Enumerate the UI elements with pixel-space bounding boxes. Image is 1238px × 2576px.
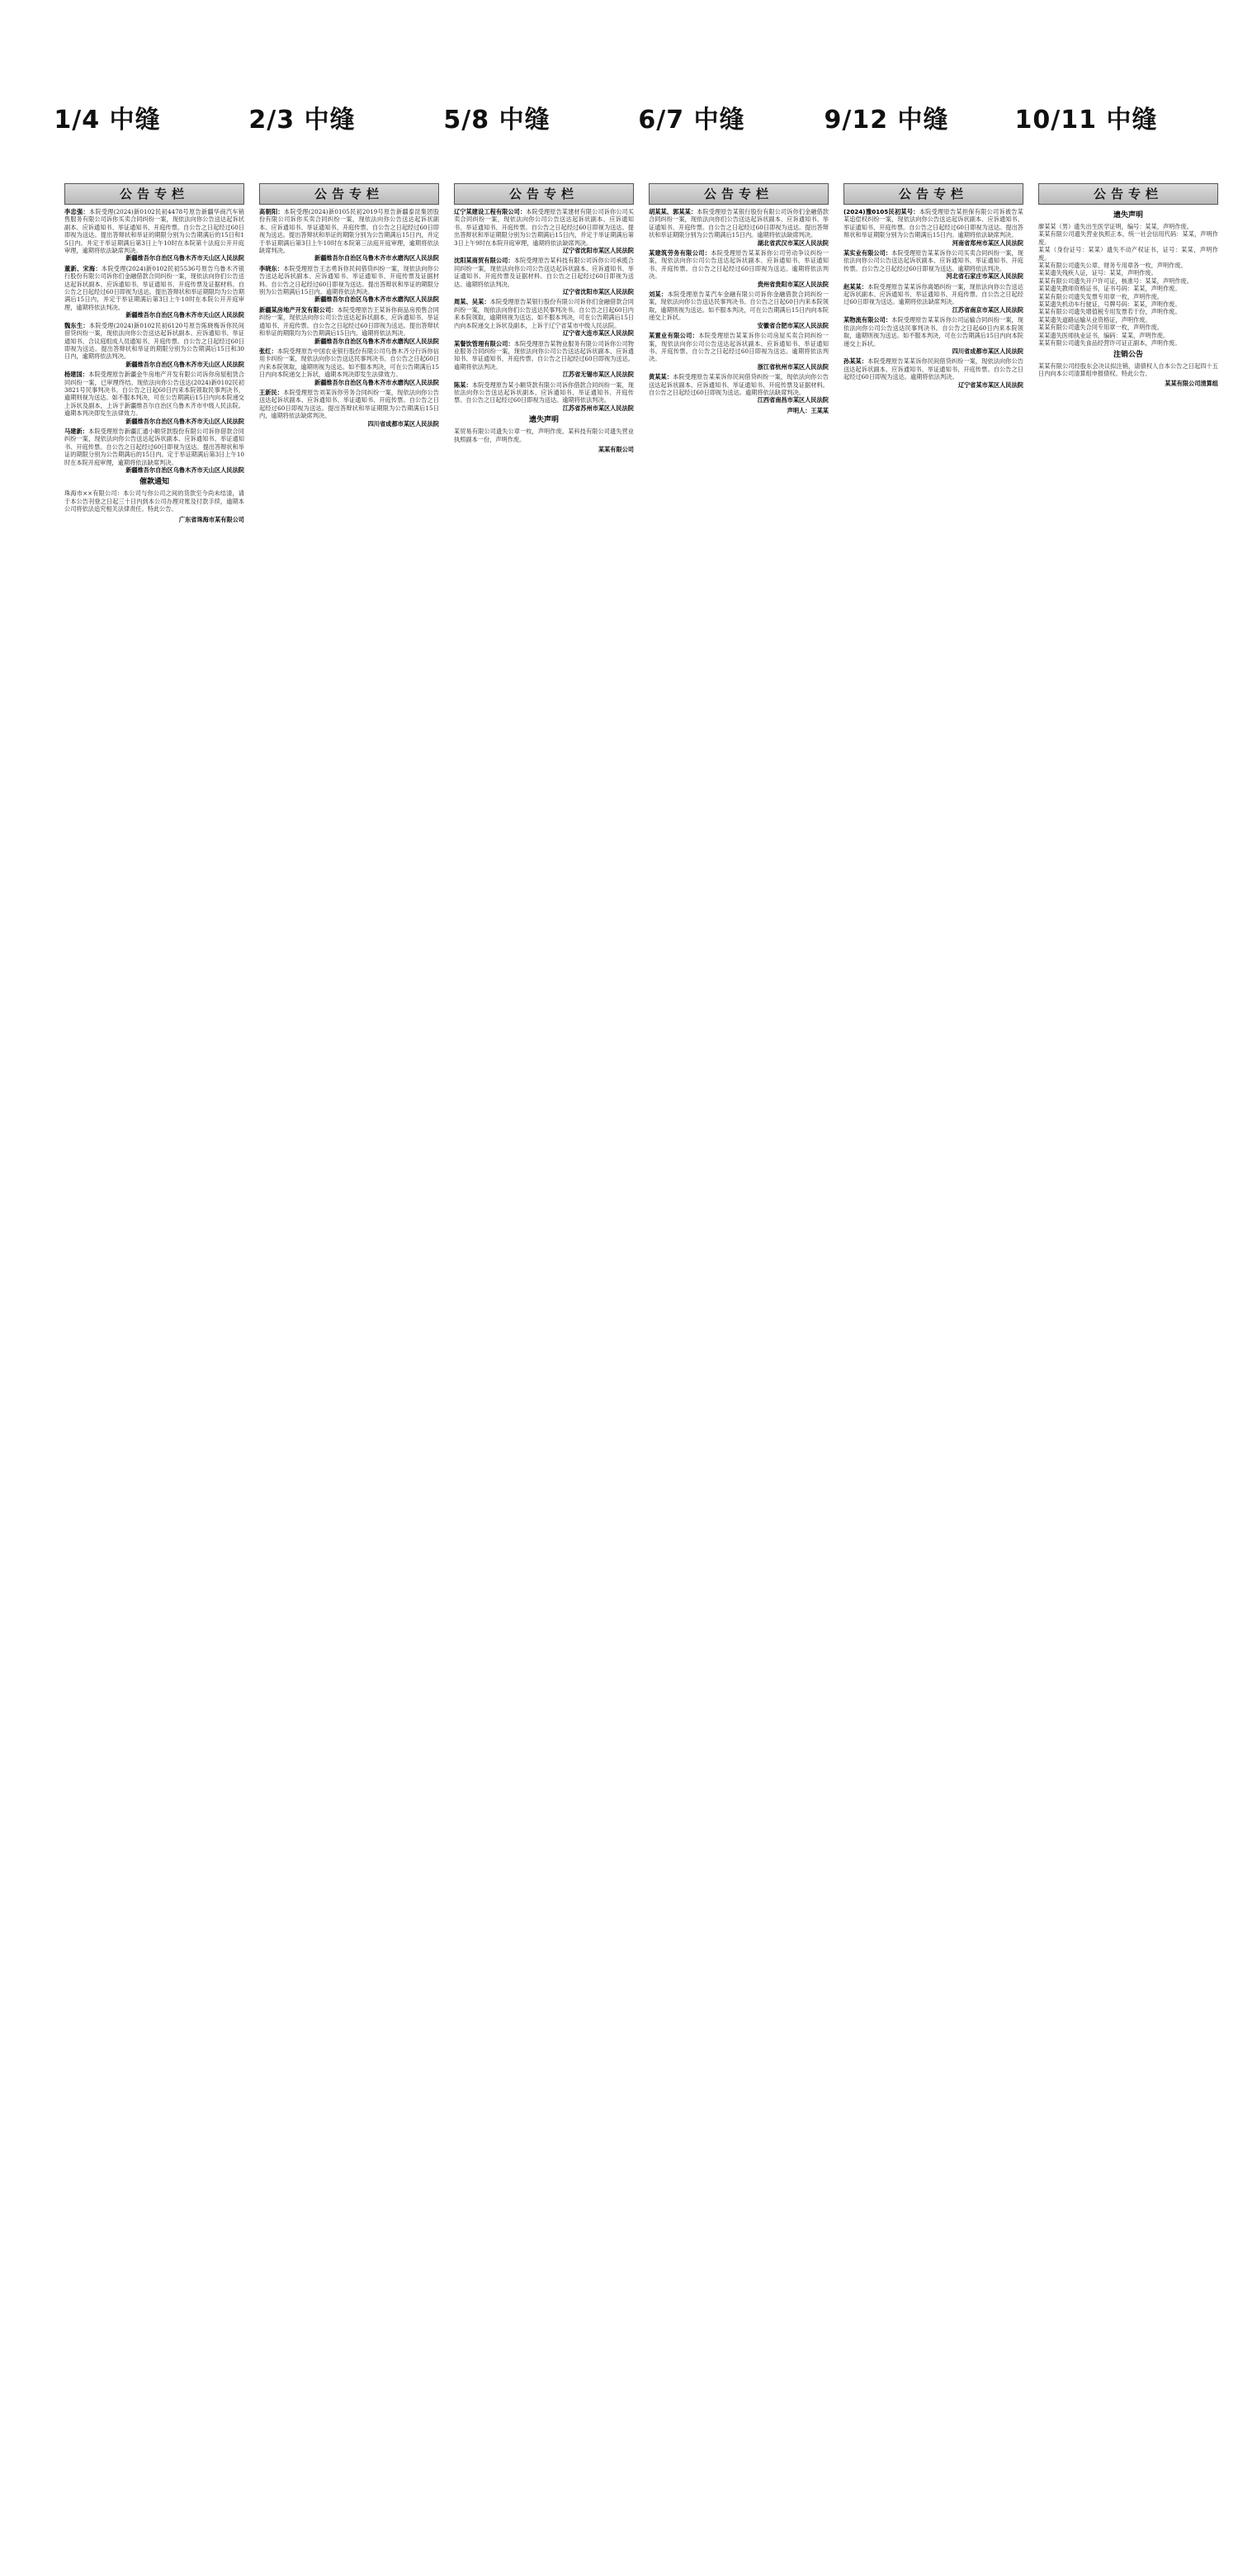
notice-court: 新疆维吾尔自治区乌鲁木齐市天山区人民法院 xyxy=(125,466,244,474)
notice-body: 本院受理(2024)新0102民初4478号原告新疆华商汽车销售服务有限公司诉你买卖合同纠纷一案，现依法向你公告送达起诉状副本、应诉通知书、举证通知书、开庭传票。自公告之日起经过60日即视为送达。提出答辩状和举证的期限分别为公告期满后的15日和15日内。并定于举证期满后第3日上午10时在本院第十法庭公开开庭审理，逾期将依法缺席判决。 xyxy=(64,208,244,255)
notice-addressee: 杨建国： xyxy=(64,371,89,379)
closing-text: 某某有限公司经股东会决议拟注销，请债权人自本公告之日起四十五日内向本公司清算组申报债权。特此公告。 xyxy=(1038,362,1218,377)
notice-addressee: 胡某某、郭某某： xyxy=(649,208,697,215)
closing-signature: 某某有限公司清算组 xyxy=(1165,380,1218,388)
notice-court: 河南省郑州市某区人民法院 xyxy=(952,239,1023,247)
column-body xyxy=(649,208,829,2441)
notice-body: 本院受理(2024)新0102民初5536号原告乌鲁木齐银行股份有限公司诉你们金融借款合同纠纷一案，现依法向你们公告送达起诉状副本、应诉通知书、举证通知书、开庭传票及证据材料。自公告之日起经过60日即视为送达。提出答辩状和举证期限均为公告期满后15日内，并定于举证期满后第3日上午10时在本院公开开庭审理，逾期将依法判决。 xyxy=(64,264,244,311)
notice-body: 本院受理原告某科技有限公司诉你公司承揽合同纠纷一案，现依法向你公司公告送达起诉状副本、应诉通知书、举证通知书、开庭传票及证据材料。自公告之日起经过60日即视为送达。逾期将依法判决。 xyxy=(454,257,634,288)
notice-court: 江苏省苏州市某区人民法院 xyxy=(562,404,634,412)
notice-body: 本院受理原告某银行股份有限公司诉你们金融借款合同纠纷一案，现依法向你们公告送达起诉状副本、应诉通知书、举证通知书、开庭传票。自公告之日起经过60日即视为送达。提出答辩状和举证期限分别为公告期满后15日内。逾期将依法缺席判决。 xyxy=(649,208,829,239)
fold-label-1: 1/4 中缝 xyxy=(54,106,161,135)
court-notice xyxy=(843,357,1023,389)
court-notice xyxy=(259,208,439,262)
closing-title: 催款通知 xyxy=(139,478,169,487)
court-notice xyxy=(649,332,829,371)
fold-label-5: 9/12 中缝 xyxy=(824,106,949,135)
notice-body: 本院受理原告某担保有限公司诉被告某某追偿权纠纷一案，现依法向你公告送达起诉状副本、应诉通知书、举证通知书、开庭传票。自公告之日起经过60日即视为送达。提出答辩状和举证期限分别为公告期满后15日内。逾期将依法缺席判决。 xyxy=(843,208,1023,239)
notice-court: 新疆维吾尔自治区乌鲁木齐市天山区人民法院 xyxy=(125,254,244,262)
column-header: 公告专栏 xyxy=(454,183,634,205)
fold-label-2: 2/3 中缝 xyxy=(248,106,356,135)
court-notice xyxy=(64,371,244,425)
notice-addressee: 高朝阳： xyxy=(259,208,284,215)
section-title: 遗失声明 xyxy=(1113,211,1143,220)
column-header: 公告专栏 xyxy=(649,183,829,205)
notice-column-6 xyxy=(1038,183,1218,2445)
notice-addressee: 黄某某： xyxy=(649,373,673,381)
notice-court: 辽宁省沈阳市某区人民法院 xyxy=(562,247,634,255)
notice-line: 某某（身份证号：某某）遗失不动产权证书，证号：某某，声明作废。 xyxy=(1038,246,1218,262)
notice-court: 辽宁省某市某区人民法院 xyxy=(957,380,1023,389)
notice-addressee: 新疆某房地产开发有限公司： xyxy=(259,305,338,314)
notice-line: 某某有限公司遗失发票专用章一枚，声明作废。 xyxy=(1038,292,1163,300)
court-notice xyxy=(259,306,439,345)
closing-title: 注销公告 xyxy=(1113,350,1143,359)
notice-addressee: 某餐饮管理有限公司： xyxy=(454,339,514,347)
court-notice xyxy=(649,249,829,288)
closing-title: 遗失声明 xyxy=(528,416,559,425)
notice-body: 本院受理原告中国农业银行股份有限公司乌鲁木齐分行诉你信用卡纠纷一案，现依法向你公告送达民事判决书。自公告之日起60日内来本院领取，逾期则视为送达。如不服本判决，可在公告期满后15日内向本院递交上诉状，逾期本判决即发生法律效力。 xyxy=(259,347,439,379)
notice-body: 本院受理原告某物业服务有限公司诉你公司物业服务合同纠纷一案，现依法向你公司公告送达起诉状副本、应诉通知书、举证通知书、开庭传票。自公告之日起经过60日即视为送达。逾期将依法判决。 xyxy=(454,339,634,371)
notice-column-5 xyxy=(843,183,1023,2445)
column-header: 公告专栏 xyxy=(259,183,439,205)
notice-addressee: 陈某： xyxy=(454,380,472,389)
court-notice xyxy=(649,208,829,247)
court-notice xyxy=(259,389,439,428)
notice-line: 某某遗失机动车行驶证，号牌号码：某某，声明作废。 xyxy=(1038,300,1181,309)
notice-addressee: 某实业有限公司： xyxy=(843,249,892,258)
notice-court: 浙江省杭州市某区人民法院 xyxy=(757,362,829,371)
notice-body: 本院受理原告某建材有限公司诉你公司买卖合同纠纷一案，现依法向你公司公告送达起诉状副本、应诉通知书、举证通知书、开庭传票。自公告之日起经过60日即视为送达。提出答辩状和举证期限分别为公告期满后15日内，并定于举证期满后第3日上午9时在本院开庭审理，逾期将依法缺席判决。 xyxy=(454,208,634,247)
court-notice xyxy=(454,208,634,254)
notice-column-2 xyxy=(259,183,439,2445)
column-body xyxy=(843,208,1023,2441)
notice-body: 本院受理原告某小额贷款有限公司诉你借款合同纠纷一案，现依法向你公告送达起诉状副本、应诉通知书、举证通知书、开庭传票。自公告之日起经过60日即视为送达。逾期将依法判决。 xyxy=(454,380,634,404)
column-body xyxy=(64,208,244,2441)
notice-court: 辽宁省沈阳市某区人民法院 xyxy=(562,288,634,296)
closing-text: 某贸易有限公司遗失公章一枚，声明作废。某科技有限公司遗失营业执照副本一份，声明作废。 xyxy=(454,428,634,443)
notice-addressee: 李忠强： xyxy=(64,208,89,215)
notice-body: 本院受理原告新疆汇通小额贷款股份有限公司诉你借款合同纠纷一案，现依法向你公告送达起诉状副本、应诉通知书、举证通知书、开庭传票。自公告之日起经过60日即视为送达。提出答辩状和举证的期限分别为公告期满后的15日内。定于举证期满后第3日上午10时在本院开庭审理，逾期将依法缺席判决。 xyxy=(64,427,244,466)
notice-addressee: 董新、宋海： xyxy=(64,264,102,272)
notice-body: 本院受理原告某某诉你公司劳动争议纠纷一案，现依法向你公司公告送达起诉状副本、应诉通知书、举证通知书、开庭传票。自公告之日起经过60日即视为送达。逾期将依法判决。 xyxy=(649,249,829,281)
notice-line: 某某遗失残疾人证，证号：某某，声明作废。 xyxy=(1038,269,1157,277)
court-notice xyxy=(64,265,244,319)
notice-court: 安徽省合肥市某区人民法院 xyxy=(757,321,829,329)
fold-label-4: 6/7 中缝 xyxy=(638,106,745,135)
closing-text: 珠海市××有限公司：本公司与你公司之间的货款至今尚未结清，请于本公告刊登之日起三十日内到本公司办理对账及付款手续，逾期本公司将依法追究相关法律责任。特此公告。 xyxy=(64,489,244,513)
notice-court: 新疆维吾尔自治区乌鲁木齐市天山区人民法院 xyxy=(125,360,244,368)
court-notice xyxy=(649,291,829,329)
notice-court: 新疆维吾尔自治区乌鲁木齐市天山区人民法院 xyxy=(125,311,244,319)
court-notice xyxy=(454,298,634,337)
court-notice xyxy=(843,208,1023,247)
court-notice xyxy=(843,249,1023,281)
court-notice xyxy=(64,428,244,474)
notice-body: 本院受理原告某银行股份有限公司诉你们金融借款合同纠纷一案，现依法向你们公告送达民事判决书。自公告之日起60日内来本院领取，逾期则视为送达。如不服本判决，可在公告期满后15日内向本院递交上诉状及副本，上诉于辽宁省某市中级人民法院。 xyxy=(454,298,634,329)
notice-line: 某某有限公司遗失食品经营许可证正副本，声明作废。 xyxy=(1038,339,1181,347)
fold-labels xyxy=(0,99,1238,149)
notice-court: 新疆维吾尔自治区乌鲁木齐市水磨沟区人民法院 xyxy=(314,254,439,262)
notice-addressee: 赵某某： xyxy=(843,282,868,291)
court-notice xyxy=(64,322,244,368)
court-notice xyxy=(259,347,439,386)
notice-court: 新疆维吾尔自治区乌鲁木齐市天山区人民法院 xyxy=(125,417,244,425)
closing-signature: 广东省珠海市某有限公司 xyxy=(178,515,244,523)
notice-court: 河北省石家庄市某区人民法院 xyxy=(946,272,1023,281)
court-notice xyxy=(843,283,1023,314)
fold-label-3: 5/8 中缝 xyxy=(443,106,550,135)
notice-column-4 xyxy=(649,183,829,2445)
court-notice xyxy=(454,381,634,413)
notice-body: 本院受理原告刘某诉你劳务合同纠纷一案，现依法向你公告送达起诉状副本、应诉通知书、举证通知书、开庭传票。自公告之日起经过60日即视为送达。提出答辩状和举证期限为公告期满后15日内，逾期将依法缺席判决。 xyxy=(259,388,439,420)
notice-column-1 xyxy=(64,183,244,2445)
notice-body: 本院受理原告某汽车金融有限公司诉你金融借款合同纠纷一案，现依法向你公告送达民事判决书。自公告之日起60日内来本院领取，逾期则视为送达。如不服本判决，可在公告期满后15日内向本院递交上诉状。 xyxy=(649,291,829,322)
notice-body: 本院受理原告某某诉你离婚纠纷一案，现依法向你公告送达起诉状副本、应诉通知书、举证通知书、开庭传票。自公告之日起经过60日即视为送达。逾期将依法缺席判决。 xyxy=(843,282,1023,306)
notice-addressee: 李晓东： xyxy=(259,264,284,272)
notice-addressee: 周某、吴某： xyxy=(454,298,490,306)
notice-line: 某某有限公司遗失营业执照正本，统一社会信用代码：某某，声明作废。 xyxy=(1038,230,1218,246)
court-notice xyxy=(454,257,634,295)
notice-court: 江苏省无锡市某区人民法院 xyxy=(562,371,634,379)
notice-addressee: 刘某： xyxy=(649,291,668,299)
notice-addressee: 王新民： xyxy=(259,388,284,396)
column-header: 公告专栏 xyxy=(1038,183,1218,205)
notice-court: 贵州省贵阳市某区人民法院 xyxy=(757,280,829,288)
column-body xyxy=(259,208,439,2441)
notice-addressee: 马建新： xyxy=(64,427,89,435)
column-body xyxy=(1038,208,1218,2441)
closing-signature: 声明人：王某某 xyxy=(787,406,829,414)
notice-court: 四川省成都市某区人民法院 xyxy=(952,347,1023,355)
notice-line: 某某遗失教师资格证书，证书号码：某某，声明作废。 xyxy=(1038,285,1181,293)
column-header: 公告专栏 xyxy=(64,183,244,205)
notice-addressee: 辽宁某建设工程有限公司： xyxy=(454,208,527,215)
notice-line: 某某遗失医师执业证书，编码：某某，声明作废。 xyxy=(1038,331,1169,339)
court-notice xyxy=(64,208,244,262)
notice-body: 本院受理原告王志勇诉你民间借贷纠纷一案，现依法向你公告送达起诉状副本、应诉通知书、举证通知书、开庭传票及证据材料。自公告之日起经过60日即视为送达。提出答辩状和举证的期限分别为公告期满后15日内。逾期将依法判决。 xyxy=(259,264,439,296)
notice-body: 本院受理(2024)新0102民初6120号原告陈晓梅诉你民间借贷纠纷一案，现依法向你公告送达起诉状副本、应诉通知书、举证通知书、合议庭组成人员通知书、开庭传票。自公告之日起经过60日即视为送达。提出答辩状和举证的期限分别为公告期满后15日和30日内，逾期将依法判决。 xyxy=(64,321,244,361)
notice-body: 本院受理原告某某诉你民间借贷纠纷一案，现依法向你公告送达起诉状副本、应诉通知书、举证通知书、开庭传票。自公告之日起经过60日即视为送达。逾期将依法判决。 xyxy=(843,357,1023,381)
notice-court: 江西省南昌市某区人民法院 xyxy=(757,396,829,404)
notice-addressee: 某物流有限公司： xyxy=(843,316,892,324)
notice-addressee: 沈阳某商贸有限公司： xyxy=(454,257,514,265)
notice-column-3 xyxy=(454,183,634,2445)
notice-body: 本院受理原告新疆金牛房地产开发有限公司诉你房屋租赁合同纠纷一案，已审理终结。现依法向你公告送达(2024)新0102民初3821号民事判决书。自公告之日起60日内来本院领取民事判决书，逾期则视为送达。如不服本判决，可在公告期满后15日内向本院递交上诉状及副本，上诉于新疆维吾尔自治区乌鲁木齐市中级人民法院。逾期本判决即发生法律效力。 xyxy=(64,371,244,418)
notice-addressee: 某置业有限公司： xyxy=(649,332,699,340)
notice-body: 本院受理原告某某诉你民间借贷纠纷一案，现依法向你公告送达起诉状副本、应诉通知书、举证通知书、开庭传票及证据材料。自公告之日起经过60日即视为送达。逾期将依法缺席判决。 xyxy=(649,373,829,396)
notice-court: 辽宁省大连市某区人民法院 xyxy=(562,329,634,338)
notice-body: 本院受理原告王某诉你商品房预售合同纠纷一案，现依法向你公司公告送达起诉状副本、应诉通知书、举证通知书、开庭传票。自公告之日起经过60日即视为送达。提出答辩状和举证的期限均为公告期满后15日内。逾期将依法判决。 xyxy=(259,305,439,338)
notice-addressee: 魏东生： xyxy=(64,321,89,329)
court-notice xyxy=(843,316,1023,355)
notice-court: 湖北省武汉市某区人民法院 xyxy=(757,239,829,247)
notice-line: 某某有限公司遗失合同专用章一枚，声明作废。 xyxy=(1038,324,1163,332)
column-body xyxy=(454,208,634,2441)
notice-line: 某某遗失道路运输从业资格证，声明作废。 xyxy=(1038,315,1151,324)
notice-addressee: 某建筑劳务有限公司： xyxy=(649,249,711,258)
notice-court: 新疆维吾尔自治区乌鲁木齐市水磨沟区人民法院 xyxy=(314,378,439,386)
closing-signature: 某某有限公司 xyxy=(598,445,634,453)
notice-addressee: (2024)豫0105民初某号： xyxy=(843,208,919,215)
fold-label-6: 10/11 中缝 xyxy=(1014,106,1158,135)
court-notice xyxy=(454,340,634,379)
notice-body: 本院受理原告某某诉你公司房屋买卖合同纠纷一案，现依法向你公司公告送达起诉状副本、应诉通知书、举证通知书、开庭传票。自公告之日起经过60日即视为送达。逾期将依法判决。 xyxy=(649,332,829,363)
notice-line: 廖某某（男）遗失出生医学证明，编号：某某，声明作废。 xyxy=(1038,223,1193,230)
notice-court: 四川省成都市某区人民法院 xyxy=(367,419,439,428)
notice-line: 某某有限公司遗失开户许可证，核准号：某某，声明作废。 xyxy=(1038,277,1193,285)
notice-court: 新疆维吾尔自治区乌鲁木齐市水磨沟区人民法院 xyxy=(314,295,439,304)
notice-court: 江苏省南京市某区人民法院 xyxy=(952,305,1023,314)
notice-body: 本院受理(2024)新0105民初2019号原告新疆泰昆集团股份有限公司诉你买卖合同纠纷一案，现依法向你公告送达起诉状副本、应诉通知书、举证通知书、开庭传票。自公告之日起经过60日即视为送达。提出答辩状和举证的期限分别为公告期满后15日内，并定于举证期满后第3日上午10时在本院第三法庭开庭审理，逾期将依法缺席判决。 xyxy=(259,208,439,255)
notice-line: 某某有限公司遗失增值税专用发票若干份，声明作废。 xyxy=(1038,308,1181,316)
court-notice xyxy=(259,265,439,304)
notice-addressee: 张红： xyxy=(259,347,277,355)
notice-body: 本院受理原告某某诉你公司运输合同纠纷一案，现依法向你公司公告送达民事判决书。自公告之日起60日内来本院领取，逾期则视为送达。如不服本判决，可在公告期满后15日内向本院递交上诉状。 xyxy=(843,316,1023,347)
notice-court: 新疆维吾尔自治区乌鲁木齐市水磨沟区人民法院 xyxy=(314,337,439,345)
notice-line: 某某有限公司遗失公章、财务专用章各一枚，声明作废。 xyxy=(1038,262,1187,270)
court-notice xyxy=(649,373,829,404)
notice-addressee: 孙某某： xyxy=(843,357,868,366)
notice-body: 本院受理原告某某诉你公司买卖合同纠纷一案，现依法向你公司公告送达起诉状副本、应诉通知书、举证通知书、开庭传票。自公告之日起经过60日即视为送达。逾期将依法判决。 xyxy=(843,249,1023,272)
column-header: 公告专栏 xyxy=(843,183,1023,205)
